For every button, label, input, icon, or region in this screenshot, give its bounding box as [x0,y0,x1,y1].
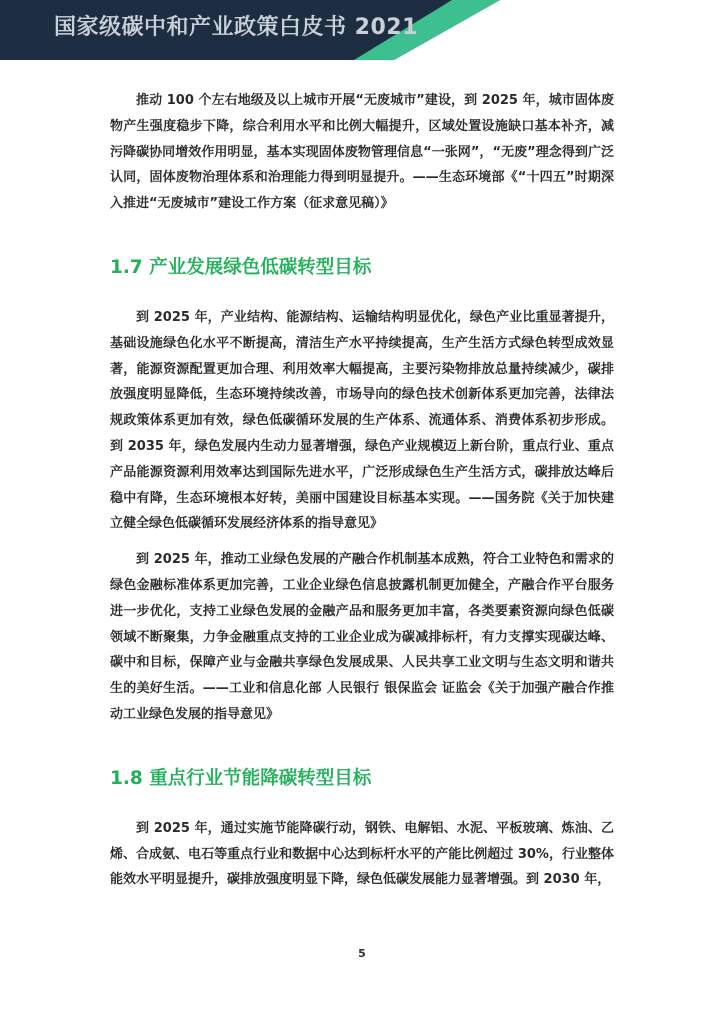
page-header [0,0,724,60]
page-number: 5 [358,947,366,960]
section-heading-1-8: 1.8 重点行业节能降碳转型目标 [110,767,372,789]
section-1-8-paragraph-1: 到 2025 年，通过实施节能降碳行动，钢铁、电解铝、水泥、平板玻璃、炼油、乙烯、合成氨、电石等重点行业和数据中心达到标杆水平的产能比例超过 30%，行业整体能效水平明显提升，碳排放强度明显下降，绿色低碳发展能力显著增强。到 2030 年， [110,820,614,888]
section-1-7-paragraph-1: 到 2025 年，产业结构、能源结构、运输结构明显优化，绿色产业比重显著提升，基础设施绿色化水平不断提高，清洁生产水平持续提高，生产生活方式绿色转型成效显著，能源资源配置更加合理、利用效率大幅提高，主要污染物排放总量持续减少，碳排放强度明显降低，生态环境持续改善，市场导向的绿色技术创新体系更加完善，法律法规政策体系更加有效，绿色低碳循环发展的生产体系、流通体系、消费体系初步形成。到 2035 年，绿色发展内生动力显著增强，绿色产业规模迈上新台阶，重点行业、重点产品能源资源利用效率达到国际先进水平，广泛形成绿色生产生活方式，碳排放达峰后稳中有降，生态环境根本好转，美丽中国建设目标基本实现。——国务院《关于加快建立健全绿色低碳循环发展经济体系的指导意见》 [110,309,614,532]
page-content [110,88,614,893]
intro-paragraph: 推动 100 个左右地级及以上城市开展“无废城市”建设，到 2025 年，城市固体废物产生强度稳步下降，综合利用水平和比例大幅提升，区域处置设施缺口基本补齐，减污降碳协同增效作用明显，基本实现固体废物管理信息“一张网”，“无废”理念得到广泛认同，固体废物治理体系和治理能力得到明显提升。——生态环境部《“十四五”时期深入推进“无废城市”建设工作方案（征求意见稿）》 [110,93,614,212]
section-1-7-paragraph-2: 到 2025 年，推动工业绿色发展的产融合作机制基本成熟，符合工业特色和需求的绿色金融标准体系更加完善，工业企业绿色信息披露机制更加健全，产融合作平台服务进一步优化，支持工业绿色发展的金融产品和服务更加丰富，各类要素资源向绿色低碳领域不断聚集，力争金融重点支持的工业企业成为碳减排标杆，有力支撑实现碳达峰、碳中和目标，保障产业与金融共享绿色发展成果、人民共享工业文明与生态文明和谐共生的美好生活。——工业和信息化部 人民银行 银保监会 证监会《关于加强产融合作推动工业绿色发展的指导意见》 [110,552,614,722]
document-title: 国家级碳中和产业政策白皮书 2021 [54,15,418,40]
section-heading-1-7: 1.7 产业发展绿色低碳转型目标 [110,256,372,278]
